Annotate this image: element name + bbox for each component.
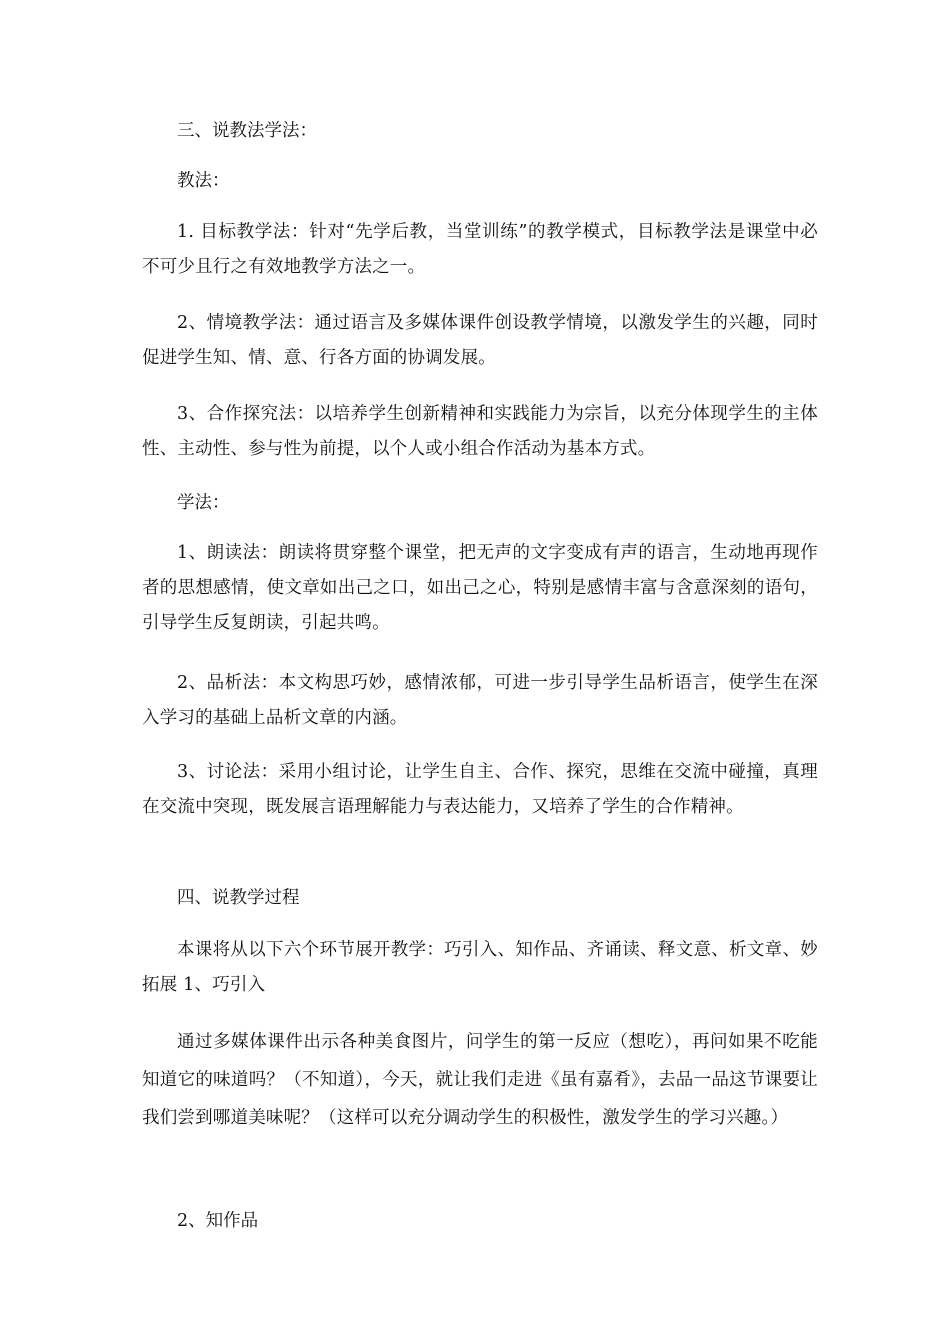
- paragraph-reading-method: 1、朗读法：朗读将贯穿整个课堂，把无声的文字变成有声的语言，生动地再现作者的思想感情，使文章如出己之口，如出己之心，特别是感情丰富与含意深刻的语句，引导学生反复朗读，引起共鸣。: [142, 543, 818, 633]
- paragraph-discussion-method: 3、讨论法：采用小组讨论，让学生自主、合作、探究，思维在交流中碰撞，真理在交流中突现，既发展言语理解能力与表达能力，又培养了学生的合作精神。: [142, 762, 818, 817]
- paragraph-target-method: 1. 目标教学法：针对“先学后教，当堂训练”的教学模式，目标教学法是课堂中必不可少且行之有效地教学方法之一。: [142, 222, 818, 277]
- paragraph-analysis-method: 2、品析法：本文构思巧妙，感情浓郁，可进一步引导学生品析语言，使学生在深入学习的基础上品析文章的内涵。: [142, 673, 818, 728]
- paragraph-situation-method: 2、情境教学法：通过语言及多媒体课件创设教学情境，以激发学生的兴趣，同时促进学生知、情、意、行各方面的协调发展。: [142, 313, 818, 368]
- section-heading-teaching-process: 四、说教学过程: [177, 888, 300, 908]
- paragraph-process-overview: 本课将从以下六个环节展开教学：巧引入、知作品、齐诵读、释文意、析文章、妙拓展 1、巧引入: [142, 940, 818, 995]
- section-heading-teaching-methods: 三、说教法学法：: [177, 121, 317, 141]
- subheading-know-work: 2、知作品: [177, 1211, 259, 1231]
- paragraph-introduction: 通过多媒体课件出示各种美食图片，问学生的第一反应（想吃），再问如果不吃能知道它的味道吗？（不知道），今天，就让我们走进《虽有嘉肴》，去品一品这节课要让我们尝到哪道美味呢？（这样可以充分调动学生的积极性，激发学生的学习兴趣。）: [142, 1032, 818, 1128]
- subheading-teaching: 教法：: [177, 171, 230, 191]
- subheading-learning: 学法：: [177, 493, 230, 513]
- paragraph-cooperation-method: 3、合作探究法：以培养学生创新精神和实践能力为宗旨，以充分体现学生的主体性、主动性、参与性为前提，以个人或小组合作活动为基本方式。: [142, 404, 818, 459]
